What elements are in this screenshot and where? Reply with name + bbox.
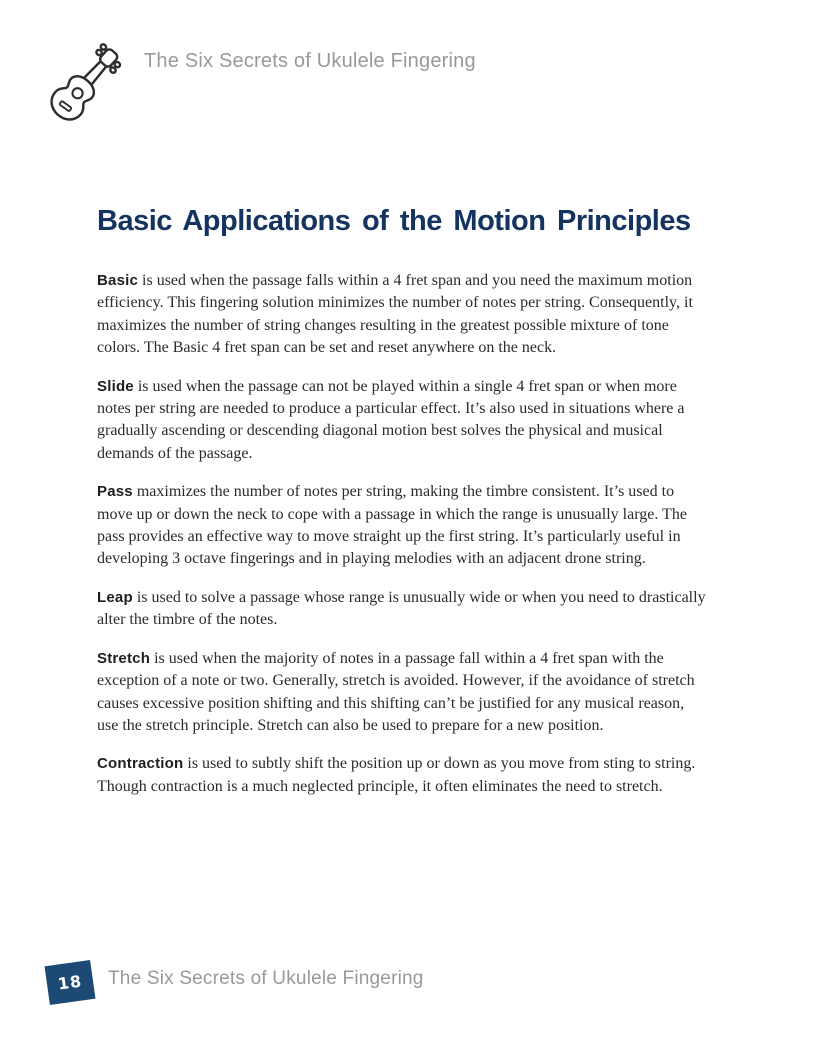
principle-name: Basic	[97, 272, 139, 289]
page-number-badge	[45, 960, 96, 1005]
paragraph-leap	[97, 587, 709, 632]
header-title: The Six Secrets of Ukulele Fingering	[144, 50, 476, 72]
paragraph-contraction	[97, 753, 709, 798]
principle-name: Contraction	[97, 755, 184, 773]
paragraph-text: is used when the passage falls within a 4 fret span and you need the maximum motion efficiency. This fingering solution minimizes the number of notes per string. Consequently, it maximizes the number of string changes resulting in the greatest possible mixture of tone colors. The Basic 4 fret span can be set and reset anywhere on the neck.	[97, 272, 693, 357]
principle-name: Slide	[97, 377, 134, 395]
principle-name: Leap	[97, 588, 133, 606]
paragraph-stretch	[97, 648, 709, 738]
paragraph-text: is used when the passage can not be played within a single 4 fret span or when more notes per string are needed to produce a particular effect. It’s also used in situations where a gradually ascending or descending diagonal motion best solves the physical and musical demands of the passage.	[97, 377, 685, 462]
principle-name: Stretch	[97, 649, 151, 667]
page-footer	[0, 958, 816, 1018]
paragraph-text: is used when the majority of notes in a passage fall within a 4 fret span with the exception of a note or two. Generally, stretch is avoided. However, if the avoidance of stretch causes excessive position shifting and this shifting can’t be justified for any musical reason, use the stretch principle. Stretch can also be used to prepare for a new position.	[97, 649, 695, 734]
paragraph-slide	[97, 376, 709, 466]
page-header	[34, 38, 476, 132]
paragraph-text: is used to solve a passage whose range is unusually wide or when you need to drastically alter the timbre of the notes.	[97, 588, 706, 629]
page-number: 18	[56, 971, 84, 994]
paragraph-text: maximizes the number of notes per string, making the timbre consistent. It’s used to move up or down the neck to cope with a passage in which the range is unusually large. The pass provides an effective way to move straight up the first string. It’s particularly useful in developing 3 octave fingerings and in playing melodies with an adjacent drone string.	[97, 483, 687, 568]
ukulele-icon	[34, 38, 128, 132]
principle-name: Pass	[97, 483, 133, 501]
page-title: Basic Applications of the Motion Principles	[97, 205, 691, 238]
body-content	[97, 270, 709, 814]
paragraph-text: is used to subtly shift the position up or down as you move from sting to string. Though contraction is a much neglected principle, it often eliminates the need to stretch.	[97, 755, 696, 795]
paragraph-pass	[97, 481, 709, 571]
footer-title: The Six Secrets of Ukulele Fingering	[108, 968, 424, 989]
paragraph-basic	[97, 270, 709, 360]
